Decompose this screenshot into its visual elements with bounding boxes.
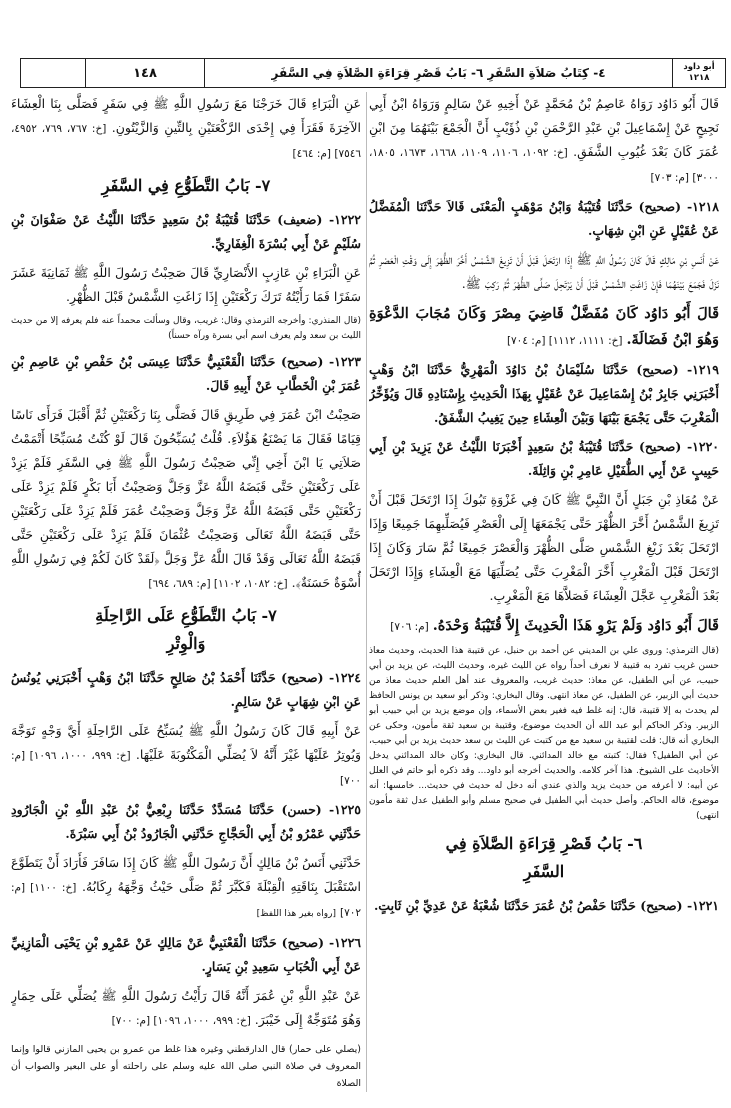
abu-dawud-comment <box>369 613 719 639</box>
chapter-heading-6 <box>369 830 719 886</box>
page-number: ١٤٨ <box>85 59 204 87</box>
hadith-1225 <box>11 798 361 846</box>
hadith-chain: ١٢٢٤- (صحيح) حَدَّثَنَا أَحْمَدُ بْنُ صَالِحٍ حَدَّثَنَا ابْنُ وَهْبٍ أَخْبَرَنِي يُونُسُ عَنِ ابْنِ شِهَابٍ عَنْ سَالِمٍ. <box>11 670 361 709</box>
hadith-1218 <box>369 195 719 243</box>
chapter-heading-7b <box>11 602 361 658</box>
cross-reference: [خ: ٩٩٩، ١٠٠٠، ١٠٩٦] [م: ٧٠٠] <box>111 1015 251 1027</box>
cross-reference: [خ: ٩٩٩، ١٠٠٠، ١٠٩٦] [م: ٧٠٠] <box>11 750 361 787</box>
comment-text: قَالَ أَبُو دَاوُد كَانَ مُفَضَّلٌ قَاضِيَ مِصْرَ وَكَانَ مُجَابَ الدَّعْوَةِ وَهُوَ ابْنُ فَضَالَةَ. <box>369 305 719 348</box>
hadith-1222 <box>11 208 361 256</box>
chapter-heading-line: ٧- بَابُ التَّطَوُّعِ عَلَى الرَّاحِلَةِ <box>95 606 277 625</box>
cross-reference: [خ: ٧٦٧، ٧٦٩، ٤٩٥٢، ٧٥٤٦] [م: ٤٦٤] <box>11 123 361 160</box>
column-divider <box>366 92 367 1092</box>
text-block <box>11 92 361 166</box>
cross-reference: [خ: ١٠٨٢، ١١٠٢] [م: ٦٨٩، ٦٩٤] <box>148 578 288 590</box>
narration-text: عَنْ أَبِيهِ قَالَ كَانَ رَسُولُ اللَّهِ ﷺ يُسَبِّحُ عَلَى الرَّاحِلَةِ أَيَّ وَجْهٍ تَوَجَّهَ وَيُوتِرُ عَلَيْهَا غَيْرَ أَنَّهُ لاَ يُصَلِّي الْمَكْتُوبَةَ عَلَيْهَا. <box>11 723 361 762</box>
narration-text: حَدَّثَنِي أَنَسُ بْنُ مَالِكٍ أَنَّ رَسُولَ اللَّهِ ﷺ كَانَ إِذَا سَافَرَ فَأَرَادَ أَنْ يَتَطَوَّعَ اسْتَقْبَلَ بِنَاقَتِهِ الْقِبْلَةَ فَكَبَّرَ ثُمَّ صَلَّى حَيْثُ وَجَّهَهُ رِكَابُهُ. <box>11 855 361 894</box>
hadith-1223-text <box>11 403 361 596</box>
cross-reference: [خ: ١١٠٠] [م: ٧٠٢] <box>11 882 361 919</box>
hadith-chain: ١٢٢٠- (صحيح) حَدَّثَنَا قُتَيْبَةُ بْنُ سَعِيدٍ أَخْبَرَنَا اللَّيْثُ عَنْ يَزِيدَ بْنِ أَبِي حَبِيبٍ عَنْ أَبِي الطُّفَيْلِ عَامِرِ بْنِ وَاثِلَةَ. <box>369 439 719 478</box>
cross-reference: [خ: ١٠٩٢، ١١٠٦، ١١٠٩، ١٦٦٨، ١٦٧٣، ١٨٠٥، ٣٠٠٠] [م: ٧٠٣] <box>369 147 719 184</box>
chapter-heading-7 <box>11 172 361 200</box>
comment-text: قَالَ أَبُو دَاوُد وَلَمْ يَرْوِ هَذَا الْحَدِيثَ إِلاَّ قُتَيْبَةُ وَحْدَهُ. <box>432 617 719 634</box>
hadith-1218-text: عَنْ أَنَسِ بْنِ مَالِكٍ قَالَ كَانَ رَسُولُ اللَّهِ ﷺ إِذَا ارْتَحَلَ قَبْلَ أَنْ تَزِيغَ الشَّمْسُ أَخَّرَ الظُّهْرَ إِلَى وَقْتِ الْعَصْرِ ثُمَّ نَزَلَ فَجَمَعَ بَيْنَهُمَا فَإِنْ زَاغَتِ الشَّمْسُ قَبْلَ أَنْ يَرْتَحِلَ صَلَّى الظُّهْرَ ثُمَّ رَكِبَ ﷺ. <box>369 252 719 291</box>
abu-dawud-comment <box>369 301 719 353</box>
narration-note: [رواه بغير هذا اللفظ] <box>256 909 336 919</box>
hadith-1219 <box>369 358 719 430</box>
hadith-1226 <box>11 931 361 979</box>
hadith-chain: ١٢٢٣- (صحيح) حَدَّثَنَا الْقَعْنَبِيُّ حَدَّثَنَا عِيسَى بْنُ حَفْصِ بْنِ عَاصِمِ بْنِ عُمَرَ بْنِ الْخَطَّابِ عَنْ أَبِيهِ قَالَ. <box>11 354 361 393</box>
narration-text: صَحِبْتُ ابْنَ عُمَرَ فِي طَرِيقٍ قَالَ فَصَلَّى بِنَا رَكْعَتَيْنِ ثُمَّ أَقْبَلَ فَرَأَى نَاسًا قِيَامًا فَقَالَ مَا يَصْنَعُ هَؤُلاَءِ. قُلْتُ يُسَبِّحُونَ قَالَ لَوْ كُنْتُ مُسَبِّحًا أَتْمَمْتُ صَلاَتِي يَا ابْنَ أَخِي إِنِّي صَحِبْتُ رَسُولَ اللَّهِ ﷺ فِي السَّفَرِ فَلَمْ يَزِدْ عَلَى رَكْعَتَيْنِ حَتَّى قَبَضَهُ اللَّهُ عَزَّ وَجَلَّ وَصَحِبْتُ أَبَا بَكْرٍ فَلَمْ يَزِدْ عَلَى رَكْعَتَيْنِ حَتَّى قَبَضَهُ اللَّهُ عَزَّ وَجَلَّ وَصَحِبْتُ عُمَرَ فَلَمْ يَزِدْ عَلَى رَكْعَتَيْنِ حَتَّى قَبَضَهُ اللَّهُ تَعَالَى وَصَحِبْتُ عُثْمَانَ فَلَمْ يَزِدْ عَلَى رَكْعَتَيْنِ حَتَّى قَبَضَهُ اللَّهُ تَعَالَى وَقَدْ قَالَ اللَّهُ عَزَّ وَجَلَّ ﴿لَقَدْ كَانَ لَكُمْ فِي رَسُولِ اللَّهِ أُسْوَةٌ حَسَنَةٌ﴾. <box>11 407 361 590</box>
left-column <box>11 92 361 1097</box>
chapter-heading-line: ٧- بَابُ التَّطَوُّعِ فِي السَّفَرِ <box>101 176 271 195</box>
footnote-commentary: (قال الترمذي: وروى علي بن المديني عن أحمد بن حنبل، عن قتيبة هذا الحديث، وحديث معاذ حسن غريب تفرد به قتيبة لا نعرف أحداً رواه عن الليث غيره، وحديث الليث، عن يزيد بن أبي حبيب، عن أبي الطفيل، عن معاذ: حديث غريب، والمعروف عند أهل العلم حديث معاذ من حديث أبي الزبير، عن الطفيل، عن معاذ انتهى. وقال البخاري: وذكر أبو سعيد بن يونس الحافظ لم يحدث به إلا قتيبة، قال: إنه غلط فيه فغير بعض الأسماء، وإن موضع يزيد بن أبي حبيب أبو الزبير. وذكر الحاكم أبو عبد الله أن الحديث موضوع، وقتيبة بن سعيد ثقة مأمون، وحكى عن البخاري أنه قال: قلت لقتيبة بن سعيد مع من كتبت عن الليث بن سعد حديث يزيد بن أبي حبيب، عن أبي الطفيل؟ فقال: كتبته مع خالد المدائني. قال البخاري: وكان خالد المدائني يدخل الأحاديث على الشيوخ. هذا آخر كلامه. والحديث أخرجه أبو داود... وقد ذكره أبو حاتم في العلل عن أبيه: لا أعرفه من حديث يزيد والذي عندي أنه دخل له حديث في حديث... خامسها: أنه موضوع، قاله الحاكم. وأصل حديث أبي الطفيل في صحيح مسلم وأبو الطفيل عدل ثقة مأمون انتهى) <box>369 646 719 821</box>
hadith-1220 <box>369 435 719 483</box>
hadith-1224 <box>11 666 361 714</box>
book-name: أبو داود <box>683 62 715 72</box>
chapter-title: ٤- كِتَابُ صَلاَةِ السَّفَرِ ٦- بَابُ قَصْرِ قِرَاءَةِ الصَّلاَةِ فِي السَّفَرِ <box>204 59 672 87</box>
footnote-commentary: (يصلي على حمار) قال الدارقطني وغيره هذا غلط من عمرو بن يحيى المازني قالوا وإنما المعروف في صلاة النبي صلى الله عليه وسلم على راحلته أو على البعير والصواب أن الصلاة <box>11 1044 361 1089</box>
hadith-chain: ١٢٢٢- (ضعيف) حَدَّثَنَا قُتَيْبَةُ بْنُ سَعِيدٍ حَدَّثَنَا اللَّيْثُ عَنْ صَفْوَانَ بْنِ سُلَيْمٍ عَنْ أَبِي بُسْرَةَ الْغِفَارِيِّ. <box>11 212 361 251</box>
hadith-1223 <box>11 350 361 398</box>
hadith-1221 <box>369 894 719 918</box>
hadith-1225-text <box>11 851 361 926</box>
cross-reference: [م: ٧٠٦] <box>390 621 429 633</box>
hadith-chain: ١٢٢١- (صحيح) حَدَّثَنَا حَفْصُ بْنُ عُمَرَ حَدَّثَنَا شُعْبَةُ عَنْ عَدِيِّ بْنِ ثَابِتٍ. <box>373 898 719 913</box>
chapter-heading-line: السَّفَرِ <box>523 862 565 881</box>
hadith-chain: ١٢١٨- (صحيح) حَدَّثَنَا قُتَيْبَةُ وَابْنُ مَوْهَبٍ الْمَعْنَى قَالاَ حَدَّثَنَا الْمُفَضَّلُ عَنْ عُقَيْلٍ عَنِ ابْنِ شِهَابٍ. <box>369 199 719 238</box>
hadith-chain: ١٢١٩- (صحيح) حَدَّثَنَا سُلَيْمَانُ بْنُ دَاوُدَ الْمَهْرِيُّ حَدَّثَنَا ابْنُ وَهْبٍ أَخْبَرَنِي جَابِرُ بْنُ إِسْمَاعِيلَ عَنْ عُقَيْلٍ بِهَذَا الْحَدِيثِ بِإِسْنَادِهِ قَالَ وَيُؤَخِّرُ الْمَغْرِبَ حَتَّى يَجْمَعَ بَيْنَهَا وَبَيْنَ الْعِشَاءِ حِينَ يَغِيبُ الشَّفَقُ. <box>369 362 719 425</box>
footnote-commentary: (قال المنذري: وأخرجه الترمذي وقال: غريب، وقال وسألت محمداً عنه فلم يعرفه إلا من حديث الليث بن سعد ولم يعرف اسم أبي بسرة ورآه حسناً) <box>11 316 361 341</box>
hadith-chain: ١٢٢٦- (صحيح) حَدَّثَنَا الْقَعْنَبِيُّ عَنْ مَالِكٍ عَنْ عَمْرِو بْنِ يَحْيَى الْمَازِنِيِّ عَنْ أَبِي الْحُبَابِ سَعِيدِ بْنِ يَسَارٍ. <box>11 935 361 974</box>
header-empty-cell <box>21 59 85 87</box>
text-block <box>369 92 719 190</box>
hadith-1222-text: عَنِ الْبَرَاءِ بْنِ عَازِبٍ الأَنْصَارِيِّ قَالَ صَحِبْتُ رَسُولَ اللَّهِ ﷺ ثَمَانِيَةَ عَشَرَ سَفَرًا فَمَا رَأَيْتُهُ تَرَكَ رَكْعَتَيْنِ إِذَا زَاغَتِ الشَّمْسُ قَبْلَ الظُّهْرِ. <box>11 265 361 304</box>
narration-text: عَنْ عَبْدِ اللَّهِ بْنِ عُمَرَ أَنَّهُ قَالَ رَأَيْتُ رَسُولَ اللَّهِ ﷺ يُصَلِّي عَلَى حِمَارٍ وَهُوَ مُتَوَجِّهٌ إِلَى خَيْبَرَ. <box>11 988 361 1027</box>
right-column <box>369 92 719 1097</box>
hadith-1224-text <box>11 719 361 793</box>
book-label <box>672 59 725 87</box>
narration-text: قَالَ أَبُو دَاوُد رَوَاهُ عَاصِمُ بْنُ مُحَمَّدٍ عَنْ أَخِيهِ عَنْ سَالِمٍ وَرَوَاهُ ابْنُ أَبِي نَجِيحٍ عَنْ إِسْمَاعِيلَ بْنِ عَبْدِ الرَّحْمَنِ بْنِ ذُؤَيْبٍ أَنَّ الْجَمْعَ بَيْنَهُمَا مِنَ ابْنِ عُمَرَ كَانَ بَعْدَ غُيُوبِ الشَّفَقِ. <box>369 96 719 159</box>
cross-reference: [خ: ١١١١، ١١١٢] [م: ٧٠٤] <box>506 335 623 347</box>
hadith-chain: ١٢٢٥- (حسن) حَدَّثَنَا مُسَدَّدٌ حَدَّثَنَا رِبْعِيُّ بْنُ عَبْدِ اللَّهِ بْنِ الْجَارُودِ حَدَّثَنِي عَمْرُو بْنُ أَبِي الْحَجَّاجِ حَدَّثَنِي الْجَارُودُ بْنُ أَبِي سَبْرَةَ. <box>11 802 361 841</box>
chapter-heading-line: ٦- بَابُ قَصْرِ قِرَاءَةِ الصَّلاَةِ فِي <box>445 834 643 853</box>
hadith-1220-text: عَنْ مُعَاذِ بْنِ جَبَلٍ أَنَّ النَّبِيَّ ﷺ كَانَ فِي غَزْوَةِ تَبُوكَ إِذَا ارْتَحَلَ قَبْلَ أَنْ تَزِيغَ الشَّمْسُ أَخَّرَ الظُّهْرَ حَتَّى يَجْمَعَهَا إِلَى الْعَصْرِ فَيُصَلِّيهِمَا جَمِيعًا وَإِذَا ارْتَحَلَ بَعْدَ زَيْغِ الشَّمْسِ صَلَّى الظُّهْرَ وَالْعَصْرَ جَمِيعًا ثُمَّ سَارَ وَكَانَ إِذَا ارْتَحَلَ قَبْلَ الْمَغْرِبِ أَخَّرَ الْمَغْرِبَ حَتَّى يُصَلِّيَهَا مَعَ الْعِشَاءِ وَإِذَا ارْتَحَلَ بَعْدَ الْمَغْرِبِ عَجَّلَ الْعِشَاءَ فَصَلاَّهَا مَعَ الْمَغْرِبِ. <box>369 492 719 603</box>
hadith-1226-text <box>11 984 361 1033</box>
chapter-heading-line: وَالْوِتْرِ <box>166 634 206 653</box>
page-header <box>20 58 726 88</box>
book-number: ١٢١٨ <box>688 73 710 83</box>
narration-text: عَنِ الْبَرَاءِ قَالَ خَرَجْنَا مَعَ رَسُولِ اللَّهِ ﷺ فِي سَفَرٍ فَصَلَّى بِنَا الْعِشَاءَ الآخِرَةَ فَقَرَأَ فِي إِحْدَى الرَّكْعَتَيْنِ بِالتِّينِ وَالزَّيْتُونِ. <box>11 96 361 135</box>
